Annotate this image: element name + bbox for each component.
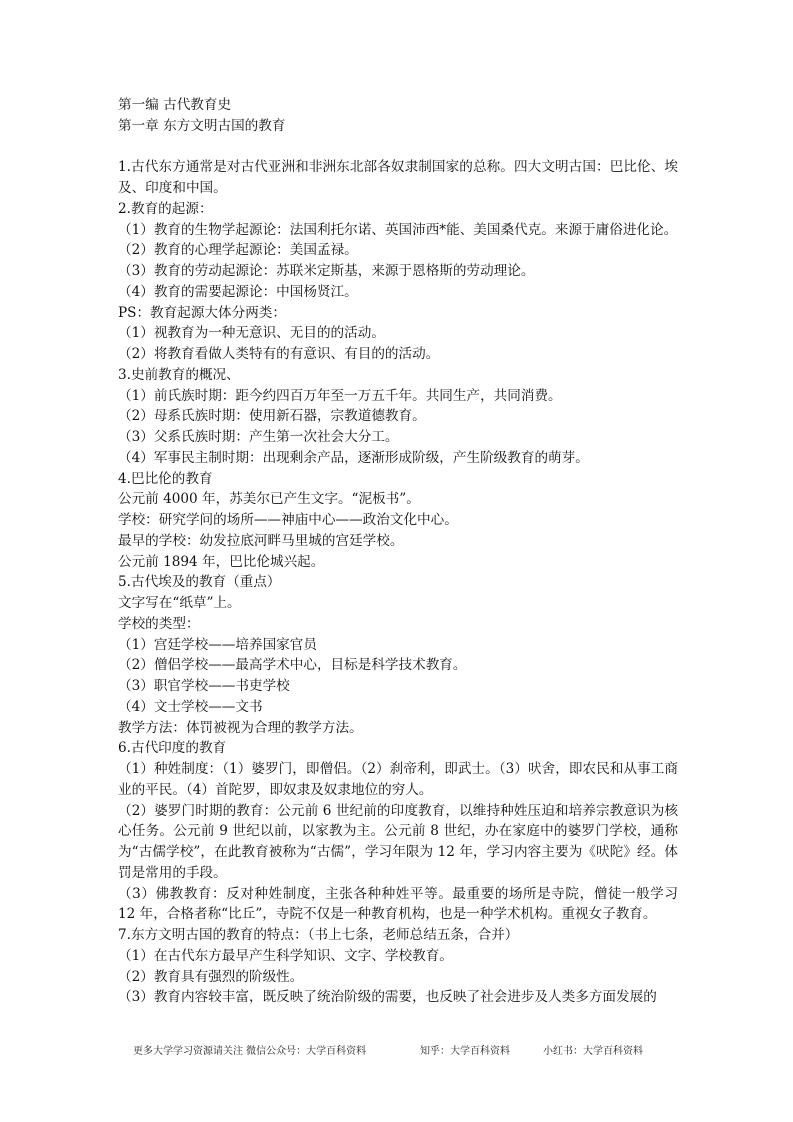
paragraph: 文字写在“纸草”上。 xyxy=(118,595,241,611)
footer-xiaohongshu: 小红书：大学百科资料 xyxy=(543,1046,643,1057)
paragraph: （3）职官学校——书吏学校 xyxy=(118,678,290,694)
paragraph: 教学方法：体罚被视为合理的教学方法。 xyxy=(118,719,363,736)
paragraph: 学校的类型： xyxy=(118,615,200,632)
blank-line xyxy=(118,137,678,158)
paragraph: 3.史前教育的概况、 xyxy=(118,366,240,383)
paragraph: 2.教育的起源： xyxy=(118,200,213,217)
part-title: 第一编 古代教育史 xyxy=(118,97,232,113)
paragraph: （4）教育的需要起源论：中国杨贤江。 xyxy=(118,283,358,300)
paragraph: （1）宫廷学校——培养国家官员 xyxy=(118,636,317,653)
paragraph: （2）母系氏族时期：使用新石器，宗教道德教育。 xyxy=(118,408,426,425)
paragraph: 最早的学校：幼发拉底河畔马里城的宫廷学校。 xyxy=(118,532,404,549)
paragraph: 5.古代埃及的教育（重点） xyxy=(118,574,281,591)
paragraph: 7.东方文明古国的教育的特点：（书上七条，老师总结五条，合并） xyxy=(118,927,519,943)
chapter-title: 第一章 东方文明古国的教育 xyxy=(118,117,286,134)
paragraph: 6.古代印度的教育 xyxy=(118,740,227,757)
paragraph: （2）教育具有强烈的阶级性。 xyxy=(118,968,304,985)
paragraph: （2）教育的心理学起源论：美国孟禄。 xyxy=(118,242,358,259)
paragraph: （3）父系氏族时期：产生第一次社会大分工。 xyxy=(118,429,399,445)
paragraph: （2）僧侣学校——最高学术中心，目标是科学技术教育。 xyxy=(118,657,467,674)
paragraph: 公元前 4000 年，苏美尔已产生文字。“泥板书”。 xyxy=(118,491,420,508)
paragraph: PS：教育起源大体分两类： xyxy=(118,304,286,321)
paragraph: （2）婆罗门时期的教育：公元前 6 世纪前的印度教育，以维持种姓压迫和培养宗教意识为核心任务。公元前 9 世纪以前，以家教为主。公元前 8 世纪，办在家庭中的婆罗门学校，通称为“古儒学校”，在此教育被称为“古儒”，学习年限为 12 年，学习内容主要为《吠陀》经。体罚是常用的手段。 xyxy=(118,802,678,881)
paragraph: 4.巴比伦的教育 xyxy=(118,470,213,487)
document-body xyxy=(118,95,678,1008)
footer-zhihu: 知乎：大学百科资料 xyxy=(420,1046,510,1057)
footer-wechat: 更多大学学习资源请关注 微信公众号：大学百科资料 xyxy=(133,1046,367,1057)
paragraph: 学校：研究学问的场所——神庙中心——政治文化中心。 xyxy=(118,512,458,528)
paragraph: （4）文士学校——文书 xyxy=(118,698,263,715)
paragraph: （3）教育的劳动起源论：苏联米定斯基，来源于恩格斯的劳动理论。 xyxy=(118,263,535,279)
paragraph: （3）教育内容较丰富，既反映了统治阶级的需要，也反映了社会进步及人类多方面发展的 xyxy=(118,989,657,1006)
paragraph: 公元前 1894 年，巴比伦城兴起。 xyxy=(118,553,325,570)
paragraph: （2）将教育看做人类特有的有意识、有目的的活动。 xyxy=(118,346,440,362)
paragraph: （1）视教育为一种无意识、无目的的活动。 xyxy=(118,325,385,342)
paragraph: （1）教育的生物学起源论：法国利托尔诺、英国沛西*能、美国桑代克。来源于庸俗进化论。 xyxy=(118,221,678,238)
paragraph: （4）军事民主制时期：出现剩余产品，逐渐形成阶级，产生阶级教育的萌芽。 xyxy=(118,449,589,466)
paragraph: （3）佛教教育：反对种姓制度，主张各种种姓平等。最重要的场所是寺院，僧徒一般学习 12 年，合格者称“比丘”，寺院不仅是一种教育机构，也是一种学术机构。重视女子教育。 xyxy=(118,885,678,923)
paragraph: （1）前氏族时期：距今约四百万年至一万五千年。共同生产，共同消费。 xyxy=(118,387,562,404)
paragraph: 1.古代东方通常是对古代亚洲和非洲东北部各奴隶制国家的总称。四大文明古国：巴比伦、埃及、印度和中国。 xyxy=(118,159,678,196)
paragraph: （1）种姓制度：（1）婆罗门，即僧侣。（2）刹帝利，即武士。（3）吠舍，即农民和从事工商业的平民。（4）首陀罗，即奴隶及奴隶地位的穷人。 xyxy=(118,761,678,798)
paragraph: （1）在古代东方最早产生科学知识、文字、学校教育。 xyxy=(118,947,453,964)
paragraph-list xyxy=(118,157,678,1008)
